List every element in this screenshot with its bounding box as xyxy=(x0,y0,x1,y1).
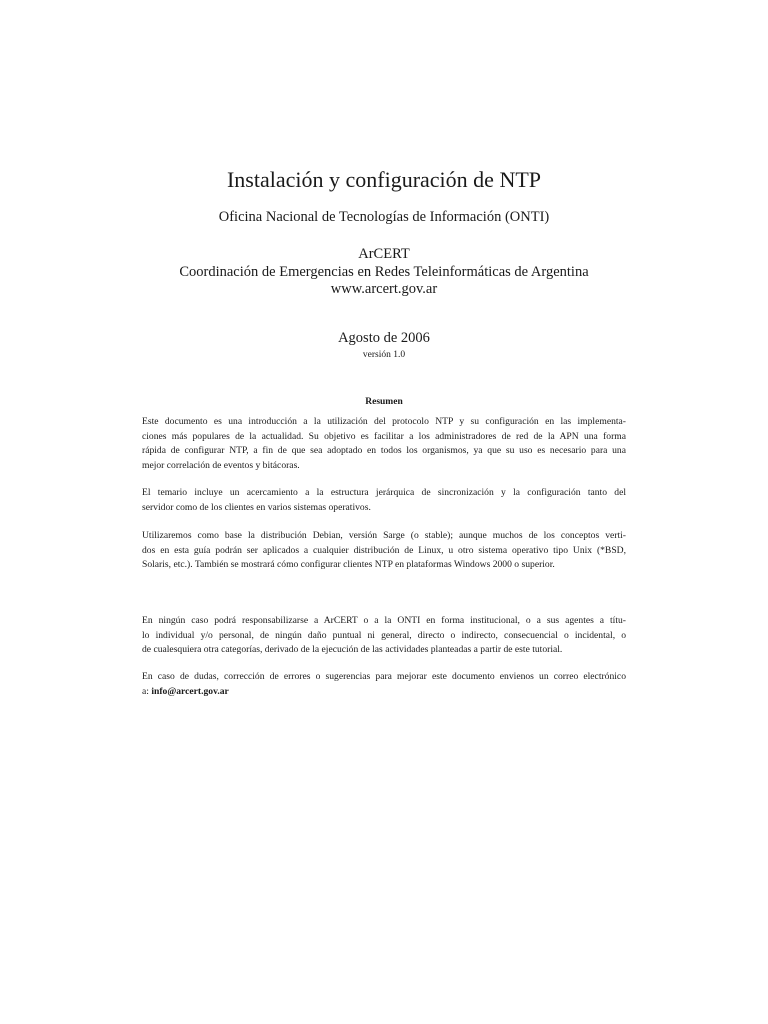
arcert-name: ArCERT xyxy=(358,246,410,262)
document-date: Agosto de 2006 xyxy=(338,330,430,346)
paragraph-line: mejor correlación de eventos y bitácoras. xyxy=(142,459,300,471)
arcert-block xyxy=(0,246,768,299)
abstract-paragraph-platform xyxy=(142,529,626,573)
paragraph-line: En ningún caso podrá responsabilizarse a ArCERT o a la ONTI en forma institucional, o a sus agentes a títu- xyxy=(142,615,626,626)
arcert-full-name: Coordinación de Emergencias en Redes Teleinformáticas de Argentina xyxy=(179,263,589,280)
paragraph-line: dos en esta guía podrán ser aplicados a cualquier distribución de Linux, u otro sistema operativo tipo Unix (*BSD, xyxy=(142,544,626,556)
paragraph-line: servidor como de los clientes en varios sistemas operativos. xyxy=(142,501,371,513)
paragraph-line: rápida de configurar NTP, a fin de que sea adoptado en todos los organismos, ya que su uso es necesario para una xyxy=(142,445,626,456)
paragraph-line: ciones más populares de la actualidad. Su objetivo es facilitar a los administradores de red de la APN una forma xyxy=(142,430,626,442)
paragraph-line: Este documento es una introducción a la utilización del protocolo NTP y su configuración en las implementa- xyxy=(142,416,626,427)
paragraph-line: Solaris, etc.). También se mostrará cómo configurar clientes NTP en plataformas Windows 2000 o superior. xyxy=(142,559,555,570)
arcert-website: www.arcert.gov.ar xyxy=(330,281,438,297)
paragraph-line: Utilizaremos como base la distribución Debian, versión Sarge (o stable); aunque muchos de los conceptos verti- xyxy=(142,530,626,541)
paragraph-line: de cualesquiera otra categorías, derivado de la ejecución de las actividades planteadas a partir de este tutorial. xyxy=(142,644,563,655)
paragraph-line: En caso de dudas, corrección de errores o sugerencias para mejorar este documento envienos un correo electrónico xyxy=(142,671,626,682)
contact-line xyxy=(142,685,626,700)
contact-email: info@arcert.gov.ar xyxy=(151,685,229,697)
organization-name: Oficina Nacional de Tecnologías de Información (ONTI) xyxy=(218,209,550,225)
document-version: versión 1.0 xyxy=(362,350,406,360)
paragraph-line: El temario incluye un acercamiento a la estructura jerárquica de sincronización y la configuración tanto del xyxy=(142,487,626,498)
contact-prefix: a: xyxy=(142,685,152,697)
abstract-heading: Resumen xyxy=(365,397,403,407)
paragraph-line: lo individual y/o personal, de ningún daño puntual ni general, directo o indirecto, consecuencial o incidental, o xyxy=(142,629,626,641)
disclaimer-paragraph xyxy=(142,614,626,658)
abstract-paragraph-topics xyxy=(142,486,626,515)
abstract-paragraph-intro xyxy=(142,415,626,473)
contact-paragraph xyxy=(142,670,626,699)
document-title: Instalación y configuración de NTP xyxy=(226,167,541,192)
